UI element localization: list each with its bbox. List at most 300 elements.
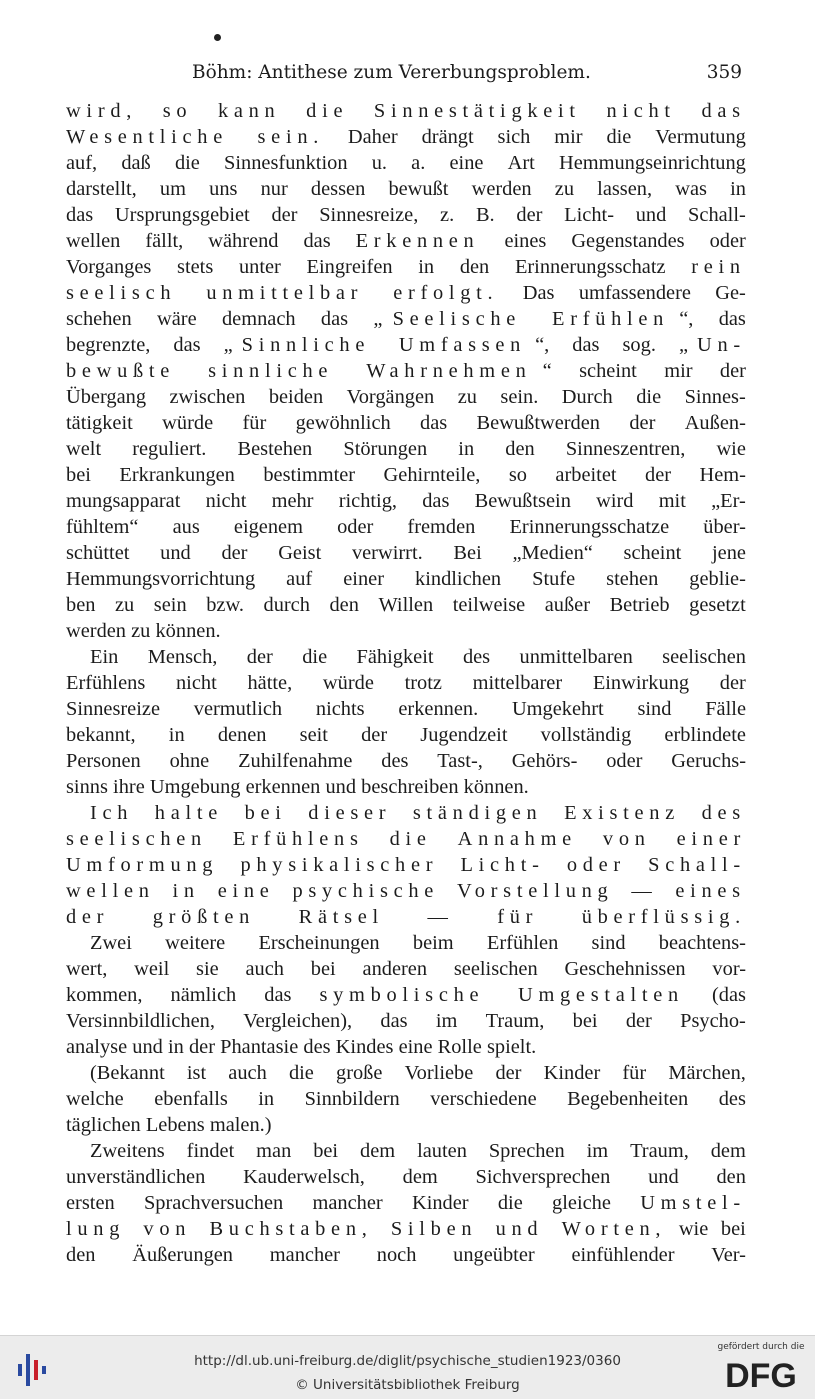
word <box>420 748 425 774</box>
word <box>493 150 498 176</box>
word: Hemmungseinrichtung <box>558 152 746 174</box>
word <box>291 254 296 280</box>
word: gleiche <box>552 1192 611 1214</box>
spaced-word <box>158 878 169 904</box>
spaced-word: — <box>427 906 454 928</box>
word <box>695 228 700 254</box>
word: teilweise <box>452 594 526 616</box>
text-line <box>66 280 746 306</box>
word <box>275 1060 280 1086</box>
word: lauten <box>417 1140 467 1162</box>
word <box>440 592 445 618</box>
word <box>347 956 352 982</box>
word: ebenfalls <box>154 1088 228 1110</box>
spaced-word: Sinnestätigkeit <box>373 100 581 122</box>
word: mehr <box>271 490 314 512</box>
word <box>539 462 544 488</box>
word: Erscheinungen <box>258 932 380 954</box>
word: im <box>435 1010 458 1032</box>
word: seelischen <box>662 646 746 668</box>
text-line <box>66 618 746 644</box>
word: Sinnbildern <box>304 1088 400 1110</box>
word: bei <box>720 1218 746 1240</box>
word: z. <box>440 204 455 226</box>
word: des <box>381 750 409 772</box>
word <box>556 228 561 254</box>
spaced-word <box>371 826 382 852</box>
spaced-word: die <box>389 828 432 850</box>
word: wird <box>596 490 634 512</box>
word <box>194 592 199 618</box>
word: Willen <box>378 594 434 616</box>
word <box>686 696 691 722</box>
word: zu <box>115 594 135 616</box>
spaced-word: das <box>701 100 746 122</box>
word <box>435 150 440 176</box>
word <box>628 462 633 488</box>
text-line <box>66 748 746 774</box>
word: der <box>625 1010 652 1032</box>
word: daß <box>121 152 151 174</box>
word <box>500 254 505 280</box>
word <box>514 566 519 592</box>
spaced-word <box>550 852 561 878</box>
word: mittelbarer <box>472 672 563 694</box>
word <box>690 1242 695 1268</box>
text-line <box>66 1190 746 1216</box>
word: hätte, <box>247 672 293 694</box>
word: der <box>719 672 746 694</box>
word: Art <box>507 152 535 174</box>
word: oder <box>709 230 746 252</box>
spaced-word: psychische <box>292 880 440 902</box>
spaced-word: eines <box>675 880 746 902</box>
dfg-caption: gefördert durch die <box>717 1342 805 1352</box>
spaced-word: von <box>143 1218 192 1240</box>
dfg-logo-text: DFG <box>725 1357 797 1392</box>
word: erblindete <box>664 724 746 746</box>
word: eines <box>504 230 547 252</box>
spaced-word <box>344 358 355 384</box>
word: begrenzte, <box>66 334 151 356</box>
word: zu <box>131 620 151 642</box>
word <box>675 202 680 228</box>
spaced-word <box>548 800 559 826</box>
word: Mensch, <box>147 646 218 668</box>
word: das <box>380 1010 408 1032</box>
ink-dot <box>214 34 221 41</box>
word: unverständlichen <box>66 1166 206 1188</box>
spaced-word <box>496 982 507 1008</box>
spaced-word <box>215 826 226 852</box>
text-line <box>66 98 746 124</box>
spaced-word <box>481 1216 492 1242</box>
word: Erinnerungsschatz <box>514 256 666 278</box>
word: werden <box>66 620 127 642</box>
word: das <box>420 412 448 434</box>
word: und <box>325 776 357 798</box>
word: Jugendzeit <box>420 724 508 746</box>
spaced-word <box>228 800 239 826</box>
word: schehen <box>66 308 132 330</box>
word <box>103 462 108 488</box>
word: denen <box>217 724 267 746</box>
word: und <box>132 1036 163 1058</box>
spaced-word: die <box>306 100 349 122</box>
word: Äußerungen <box>132 1244 234 1266</box>
word: beim <box>412 932 454 954</box>
word <box>278 410 283 436</box>
word: die <box>497 1192 523 1214</box>
word: tätigkeit <box>66 412 133 434</box>
spaced-word <box>200 98 211 124</box>
word <box>696 488 701 514</box>
spaced-word: wird, <box>66 100 138 122</box>
text-line <box>66 176 746 202</box>
word: (Bekannt <box>90 1062 165 1084</box>
word: “, <box>535 334 550 356</box>
spaced-word: Rätsel <box>298 906 384 928</box>
text-line <box>66 384 746 410</box>
word <box>457 176 462 202</box>
text-line <box>66 774 746 800</box>
word <box>444 254 449 280</box>
word: Daher <box>347 126 398 148</box>
word: Sprachversuchen <box>143 1192 284 1214</box>
word <box>107 150 112 176</box>
word <box>341 228 346 254</box>
word: wert, <box>66 958 108 980</box>
word: a. <box>411 152 426 174</box>
spaced-word <box>555 904 566 930</box>
word: stets <box>177 256 214 278</box>
word: nicht <box>175 672 217 694</box>
word <box>162 254 167 280</box>
spaced-word: Silben <box>390 1218 478 1240</box>
word: beachtens- <box>658 932 746 954</box>
word: auf, <box>66 152 98 174</box>
word <box>454 1164 459 1190</box>
word <box>339 644 344 670</box>
word <box>463 202 468 228</box>
word: Zweitens <box>90 1140 165 1162</box>
word: “ <box>542 360 552 382</box>
word: Kinder <box>411 1192 469 1214</box>
word: der <box>645 464 672 486</box>
word <box>295 1190 300 1216</box>
word: das <box>422 490 450 512</box>
word <box>256 488 261 514</box>
spaced-word: Umstel- <box>640 1192 746 1214</box>
word <box>300 1138 305 1164</box>
word: vollständig <box>540 724 632 746</box>
word: fühltem“ <box>66 516 139 538</box>
word: eine <box>449 152 484 174</box>
word: Umgekehrt <box>511 698 604 720</box>
word <box>540 124 545 150</box>
word: würde <box>162 412 214 434</box>
text-line <box>66 566 746 592</box>
word <box>508 280 513 306</box>
word <box>683 462 688 488</box>
word <box>701 280 706 306</box>
word: und <box>648 1166 679 1188</box>
word <box>130 228 135 254</box>
word <box>502 644 507 670</box>
text-line <box>66 1112 746 1138</box>
word <box>379 696 384 722</box>
word: oder <box>337 516 374 538</box>
word: sog. <box>622 334 656 356</box>
text-line <box>66 1216 746 1242</box>
word: verwirrt. <box>351 542 423 564</box>
word: umfassendere <box>578 282 691 304</box>
spaced-word: und <box>495 1218 544 1240</box>
word: weil <box>134 958 170 980</box>
text-line <box>66 904 746 930</box>
word: einer <box>343 568 384 590</box>
word <box>655 1060 660 1086</box>
word <box>623 1190 628 1216</box>
word: reguliert. <box>132 438 207 460</box>
word <box>260 540 265 566</box>
word: weitere <box>165 932 226 954</box>
word <box>317 514 322 540</box>
spaced-word <box>685 800 696 826</box>
word: das <box>66 204 94 226</box>
spaced-word <box>278 878 289 904</box>
word <box>342 722 347 748</box>
word <box>247 462 252 488</box>
word: stehen <box>606 568 659 590</box>
spaced-word <box>632 852 643 878</box>
word: spielt. <box>486 1036 537 1058</box>
word <box>612 410 617 436</box>
word <box>549 1086 554 1112</box>
word <box>395 1190 400 1216</box>
word <box>281 722 286 748</box>
spaced-word: Seelische <box>392 308 522 330</box>
word: geblie- <box>689 568 746 590</box>
word <box>215 1060 220 1086</box>
word <box>221 748 226 774</box>
word <box>296 696 301 722</box>
word: den <box>329 594 359 616</box>
word <box>127 1190 132 1216</box>
spaced-word: überflüssig. <box>581 906 746 928</box>
word <box>475 1138 480 1164</box>
spaced-word <box>379 332 390 358</box>
word: Kauderwelsch, <box>243 1166 365 1188</box>
word: scheint <box>579 360 637 382</box>
word: dem <box>360 1140 396 1162</box>
dfg-logo <box>717 1342 805 1394</box>
word: eine <box>398 1036 433 1058</box>
word <box>146 176 151 202</box>
word: Erfühlens <box>66 672 146 694</box>
word: ihre <box>113 776 145 798</box>
word <box>180 956 185 982</box>
spaced-word <box>237 124 248 150</box>
word <box>440 436 445 462</box>
word: Kinder <box>543 1062 601 1084</box>
word: Tast-, <box>437 750 483 772</box>
word: können. <box>155 620 221 642</box>
word: Geschehnissen <box>564 958 686 980</box>
word: man <box>256 1140 292 1162</box>
word <box>297 176 302 202</box>
word <box>102 202 107 228</box>
word: täglichen <box>66 1114 141 1136</box>
word: Versinnbildlichen, <box>66 1010 215 1032</box>
word: richtig, <box>338 490 398 512</box>
word: Vorgängen <box>346 386 435 408</box>
word: Personen <box>66 750 141 772</box>
word <box>150 722 155 748</box>
word: Licht- <box>564 204 614 226</box>
word <box>255 384 260 410</box>
spaced-word <box>439 826 450 852</box>
word: was <box>675 178 707 200</box>
word <box>334 540 339 566</box>
word <box>103 592 108 618</box>
word <box>676 254 681 280</box>
word <box>219 436 224 462</box>
word <box>288 228 293 254</box>
text-line <box>66 124 746 150</box>
spaced-word: Erkennen <box>355 230 480 252</box>
word: in <box>418 256 435 278</box>
word: des <box>303 1036 331 1058</box>
footer-url-link[interactable]: http://dl.ub.uni-freiburg.de/diglit/psychische_studien1923/0360 <box>194 1353 621 1369</box>
word: u. <box>371 152 387 174</box>
word: Rolle <box>437 1036 482 1058</box>
word <box>667 410 672 436</box>
word: trotz <box>404 672 442 694</box>
spaced-word: Umformung <box>66 854 219 876</box>
word <box>159 332 164 358</box>
word: Erkrankungen <box>119 464 235 486</box>
word <box>468 930 473 956</box>
spaced-word: Wesentliche <box>66 126 228 148</box>
text-line <box>66 1138 746 1164</box>
word <box>251 592 256 618</box>
word: sein. <box>500 386 539 408</box>
spaced-word <box>470 904 481 930</box>
word <box>209 150 214 176</box>
spaced-word <box>683 98 694 124</box>
word: analyse <box>66 1036 128 1058</box>
word <box>225 410 230 436</box>
word: in <box>167 1036 184 1058</box>
word: Geruchs- <box>671 750 746 772</box>
word: der <box>246 646 273 668</box>
word: (das <box>711 984 746 1006</box>
spaced-word <box>203 878 214 904</box>
text-line <box>66 826 746 852</box>
word <box>592 124 597 150</box>
word: Betrieb <box>609 594 670 616</box>
word: Märchen, <box>668 1062 746 1084</box>
word <box>145 410 150 436</box>
word <box>141 592 146 618</box>
spaced-word: halte <box>154 802 223 824</box>
word <box>469 1008 474 1034</box>
word: mancher <box>312 1192 383 1214</box>
word <box>325 436 330 462</box>
word <box>618 696 623 722</box>
spaced-word <box>443 878 454 904</box>
word: Vermutung <box>655 126 746 148</box>
word: arbeitet <box>555 464 617 486</box>
spaced-word <box>195 1216 206 1242</box>
word <box>142 306 147 332</box>
word <box>558 332 563 358</box>
spaced-word: Un- <box>697 334 746 356</box>
body-text <box>66 98 746 1268</box>
word <box>249 1242 254 1268</box>
word <box>455 670 460 696</box>
word <box>240 1086 245 1112</box>
word: sich <box>497 126 531 148</box>
word: bei <box>66 464 91 486</box>
word: nämlich <box>170 984 237 1006</box>
spaced-word: bewußte <box>66 360 176 382</box>
word <box>332 384 337 410</box>
word: Traum, <box>630 1140 689 1162</box>
word <box>153 514 158 540</box>
word: noch <box>376 1244 417 1266</box>
word: bekannt, <box>66 724 136 746</box>
word <box>694 540 699 566</box>
word: außer <box>544 594 591 616</box>
word: Stufe <box>532 568 576 590</box>
word <box>503 202 508 228</box>
word <box>695 982 700 1008</box>
text-line <box>66 592 746 618</box>
word: den <box>505 438 535 460</box>
word: beiden <box>268 386 324 408</box>
word: schüttet <box>66 542 130 564</box>
word <box>246 176 251 202</box>
word <box>214 514 219 540</box>
word <box>322 1060 327 1086</box>
text-line <box>66 1008 746 1034</box>
running-head-title: Böhm: Antithese zum Vererbungsproblem. <box>192 62 591 83</box>
word: mungsapparat <box>66 490 181 512</box>
spaced-word: oder <box>566 854 626 876</box>
word: Ver- <box>711 1244 746 1266</box>
word <box>698 436 703 462</box>
word <box>111 1242 116 1268</box>
word: in <box>258 1088 275 1110</box>
text-line <box>66 1034 746 1060</box>
text-line <box>66 852 746 878</box>
word <box>696 956 701 982</box>
text-line <box>66 1060 746 1086</box>
word <box>671 566 676 592</box>
spaced-word: lung <box>66 1218 126 1240</box>
word: Vorganges <box>66 256 152 278</box>
word <box>303 982 308 1008</box>
spaced-word: Sinnliche <box>241 334 371 356</box>
word: die <box>606 126 632 148</box>
spaced-word: Umgestalten <box>518 984 684 1006</box>
word: “, <box>679 308 694 330</box>
word: Bewußtsein <box>474 490 571 512</box>
word: ersten <box>66 1192 115 1214</box>
word: der <box>361 724 388 746</box>
